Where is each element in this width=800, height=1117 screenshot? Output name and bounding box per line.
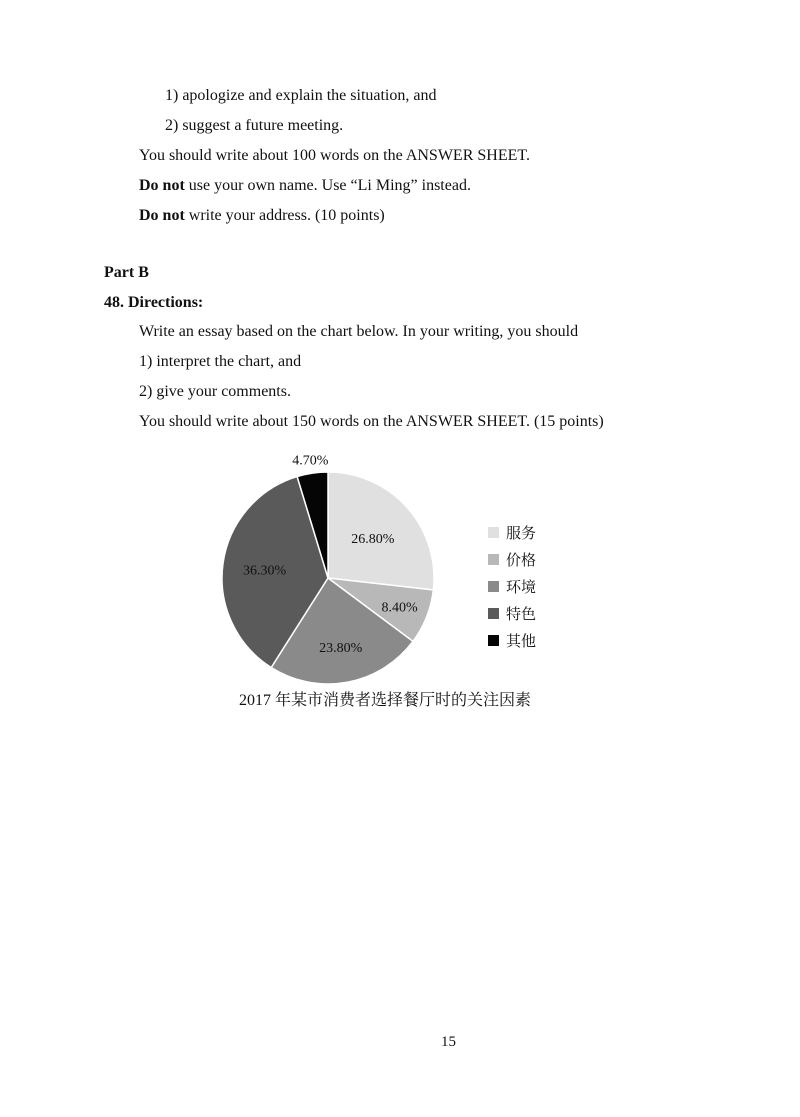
legend-swatch-3: [488, 581, 499, 592]
directions-item-2: 2) give your comments.: [139, 383, 291, 400]
directions-item-1: 1) interpret the chart, and: [139, 353, 302, 370]
pie-chart: [180, 445, 600, 715]
address-instruction-text: write your address. (10 points): [184, 207, 385, 224]
name-instruction-emphasis: Do not: [139, 177, 185, 194]
slice-label-5: 4.70%: [292, 453, 329, 469]
chart-title: 2017 年某市消费者选择餐厅时的关注因素: [238, 692, 532, 709]
word-requirement-b: You should write about 150 words on the ANSWER SHEET. (15 points): [139, 413, 604, 430]
name-instruction-text: use your own name. Use “Li Ming” instead.: [184, 177, 471, 194]
directions-heading: 48. Directions:: [104, 294, 204, 311]
slice-label-3: 23.80%: [319, 640, 363, 656]
legend-label-4: 特色: [506, 607, 537, 623]
address-instruction-emphasis: Do not: [139, 207, 185, 224]
requirement-item-2: 2) suggest a future meeting.: [165, 117, 344, 134]
requirement-item-1: 1) apologize and explain the situation, and: [165, 87, 437, 104]
legend-swatch-5: [488, 635, 499, 646]
word-requirement-a: You should write about 100 words on the ANSWER SHEET.: [139, 147, 530, 164]
name-instruction: [139, 176, 471, 196]
legend-label-3: 环境: [506, 580, 537, 596]
directions-intro: Write an essay based on the chart below. In your writing, you should: [139, 323, 579, 340]
page-number: 15: [441, 1034, 456, 1050]
legend-swatch-2: [488, 554, 499, 565]
part-b-heading: Part B: [104, 264, 149, 281]
slice-label-2: 8.40%: [381, 600, 418, 616]
slice-label-4: 36.30%: [243, 563, 287, 579]
legend-swatch-4: [488, 608, 499, 619]
pie-slice-1: [328, 472, 434, 590]
legend-label-2: 价格: [506, 553, 537, 569]
legend-label-1: 服务: [506, 526, 537, 542]
legend-swatch-1: [488, 527, 499, 538]
slice-label-1: 26.80%: [351, 532, 395, 547]
address-instruction: [139, 206, 385, 226]
legend-label-5: 其他: [506, 634, 537, 650]
